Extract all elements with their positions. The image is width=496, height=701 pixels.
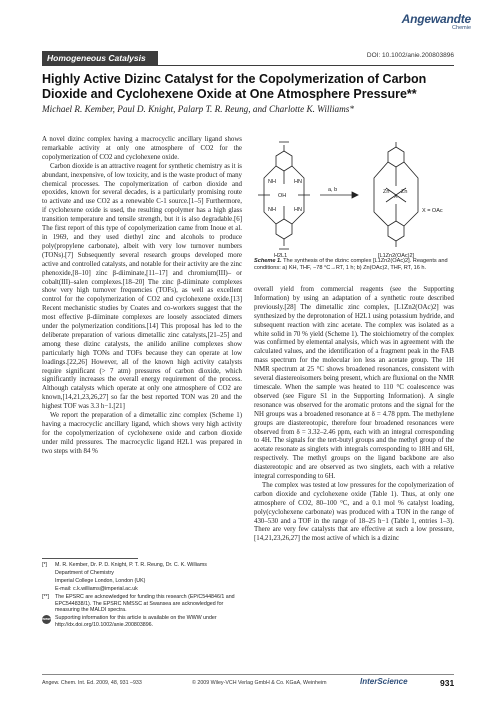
complex-top-ring [388, 147, 404, 167]
footnote-mark: [*] [42, 562, 48, 568]
complex-label: [L1Zn2(OAc)2] [378, 253, 415, 259]
footnote-mark: [**] [42, 593, 50, 600]
footnote-mark [42, 586, 55, 593]
footnote-text: Imperial College London, London (UK) [55, 577, 146, 584]
left-column [42, 136, 242, 457]
article-title: Highly Active Dizinc Catalyst for the Copolymerization of Carbon Dioxide and Cyclohexene Oxide at One Atmosphere Pressure** [42, 72, 427, 101]
hn-label: HN [294, 207, 302, 213]
interscience-logo: InterScience [360, 677, 408, 686]
section-label: Homogeneous Catalysis [42, 51, 158, 65]
x-definition-label: X = OAc [422, 208, 443, 214]
supporting-info-link[interactable]: Supporting information for this article is available on the WWW under http://dx.doi.org/10.1002/anie.200803896. [55, 615, 217, 629]
page-footer [42, 677, 472, 689]
zn-label: Zn [401, 189, 408, 195]
logo-sub-text: Chemie [452, 25, 471, 31]
body-paragraph: overall yield from commercial reagents (see the Supporting Information) by using an adaptation of a synthetic route described previously.[28] The dimetallic zinc complex, [L1Zn2(OAc)2] was synthesized by the deprotonation of H2L1 using potassium hydride, and subsequent reaction with zinc acetate. The complex was isolated as a white solid in 70 % yield (Scheme 1). The stoichiometry of the complex was confirmed by elemental analysis, which was in agreement with the calculated values, and the identification of a fragment peak in the FAB mass spectrum for the molecular ion less an acetate group. The 1H NMR spectrum at 25 °C shows broadened resonances, consistent with several diastereoisomers being present, which are fluxional on the NMR timescale. When the sample was heated to 110 °C coalescence was observed (see Figure S1 in the Supporting Information). A single resonance was observed for the aromatic protons and the signal for the NH groups was a broadened resonance at δ = 4.78 ppm. The methylene groups are diastereotopic, therefore four broadened resonances were observed from δ = 3.32–2.46 ppm, each with an integral corresponding to 4H. The signals for the tert-butyl groups and the methyl group of the acetate resonate as singlets with integrals corresponding to 18H and 6H, respectively. The methyl groups on the ligand backbone are also diastereotopic and are observed as two singlets, each with a relative integral corresponding to 6H. [254, 286, 454, 481]
ligand-top-ring [276, 151, 292, 171]
complex-bottom-ring [388, 221, 404, 241]
footnotes [42, 562, 242, 630]
footnote-row [42, 570, 242, 577]
header-rule [42, 65, 454, 66]
footnote-text: The EPSRC are acknowledged for funding this research (EP/C544846/1 and EPC544838/1). The EPSRC NMSSC at Swansea are acknowledged for measuring the MALDI spectra. [55, 593, 235, 614]
body-paragraph: The complex was tested at low pressures for the copolymerization of carbon dioxide and cyclohexene oxide (Table 1). Thus, at only one atmosphere of CO2, 80–100 °C, and a 0.1 mol % catalyst loading, poly(cyclohexene carbonate) was produced with a TON in the range of 430–530 and a TOF in the range of 18–25 h−1 (Table 1, entries 1–3). There are very few catalysts that are effective at such a low pressure,[14,21,23,26,27] the most active of which is a dizinc [254, 481, 454, 543]
footnote-row [42, 578, 242, 585]
page-number: 931 [440, 678, 455, 688]
article-authors: Michael R. Kember, Paul D. Knight, Palarp T. R. Reung, and Charlotte K. Williams* [42, 104, 354, 114]
doi-text: DOI: 10.1002/anie.200803896 [366, 52, 454, 59]
ligand-label: H2L1 [274, 253, 288, 259]
footnote-mark [42, 570, 55, 577]
copyright-notice: © 2009 Wiley-VCH Verlag GmbH & Co. KGaA, Weinheim [192, 680, 327, 686]
ligand-bottom-ring [276, 219, 292, 239]
footnote-row [42, 586, 242, 593]
hn-label: HN [294, 179, 302, 185]
footnote-row [42, 615, 242, 629]
footnote-email[interactable]: E-mail: c.k.williams@imperial.ac.uk [55, 585, 138, 592]
body-paragraph: We report the preparation of a dimetallic zinc complex (Scheme 1) having a macrocyclic ancillary ligand, which shows very high activity for the copolymerization of cyclohexene oxide and carbon dioxide under mild pressures. The macrocyclic ligand H2L1 was prepared in two steps with 84 % [42, 412, 242, 455]
scheme-1-figure [254, 138, 454, 260]
oh-label: OH [278, 193, 287, 199]
nh-label: NH [268, 207, 276, 213]
scheme-arrow-label: a, b [328, 187, 338, 193]
zn-label: Zn [383, 189, 390, 195]
scheme-caption [254, 258, 454, 273]
footnote-text: Department of Chemistry [55, 569, 114, 576]
right-column [254, 286, 454, 544]
journal-logo [393, 12, 471, 31]
x-label: X [394, 194, 398, 200]
footer-rule [42, 674, 454, 675]
nh-label: NH [268, 179, 276, 185]
www-icon: www [42, 615, 51, 624]
journal-citation: Angew. Chem. Int. Ed. 2009, 48, 931 –933 [42, 680, 142, 686]
scheme-caption-text: The synthesis of the dizinc complex [L1Zn2(OAc)2]. Reagents and conditions: a) KH, THF, −78 °C→RT, 1 h; b) Zn(OAc)2, THF, RT, 16 h. [254, 258, 448, 272]
footnote-row [42, 594, 242, 615]
footnote-mark [42, 578, 55, 585]
footnote-row [42, 562, 242, 569]
footnote-rule [42, 558, 138, 559]
logo-main-text: Angewandte [401, 12, 471, 26]
scheme-caption-label: Scheme 1. [254, 258, 282, 264]
body-paragraph: Carbon dioxide is an attractive reagent for synthetic chemistry as it is abundant, inexpensive, of low toxicity, and is the waste product of many chemical processes. The copolymerization of carbon dioxide and epoxides, known for several decades, is a particularly promising route to activate and use CO2 as a renewable C-1 source.[1–5] Furthermore, if cyclohexene oxide is used, the resulting copolymer has a high glass transition temperature and tensile strength, but it is also degradable.[6] The first report of this type of copolymerization came from Inoue et al. in 1969, and they used diethyl zinc and alcohols to produce poly(propylene carbonate), albeit with very low turnover numbers (TONs).[7] Subsequently several research groups developed more active and controlled catalysts, and notable for their activity are the zinc phenoxide,[8–10] zinc β-diiminate,[11–17] and chromium(III)– or cobalt(III)–salen complexes.[18–20] The zinc β-diiminate complexes show very high turnover frequencies (TOFs), as well as excellent control for the copolymerization of CO2 and cyclohexene oxide.[13] Recent mechanistic studies by Coates and co-workers suggest that the most effective β-diiminate complexes are loosely associated dimers under the polymerization conditions.[14] This proposal has led to the deliberate preparation of various dimetallic zinc catalysts,[21–25] and among these dizinc catalysts, the anilido aniline complexes show particularly high TONs and TOFs because they can operate at low loadings.[22,26] However, all of the known high activity catalysts require significant (> 7 atm) pressures of carbon dioxide, which significantly increases the overall energy requirement of the process. Although catalysts which operate at only one atmosphere of CO2 are known,[14,21,23,26,27] so far the best reported TON was 20 and the highest TOF was 3.3 h−1.[21] [42, 162, 242, 411]
footnote-text: M. R. Kember, Dr. P. D. Knight, P. T. R. Reung, Dr. C. K. Williams [55, 562, 207, 568]
abstract-paragraph: A novel dizinc complex having a macrocyclic ancillary ligand shows remarkable activity at only one atmosphere of CO2 for the copolymerization of CO2 and cyclohexene oxide. [42, 136, 242, 161]
